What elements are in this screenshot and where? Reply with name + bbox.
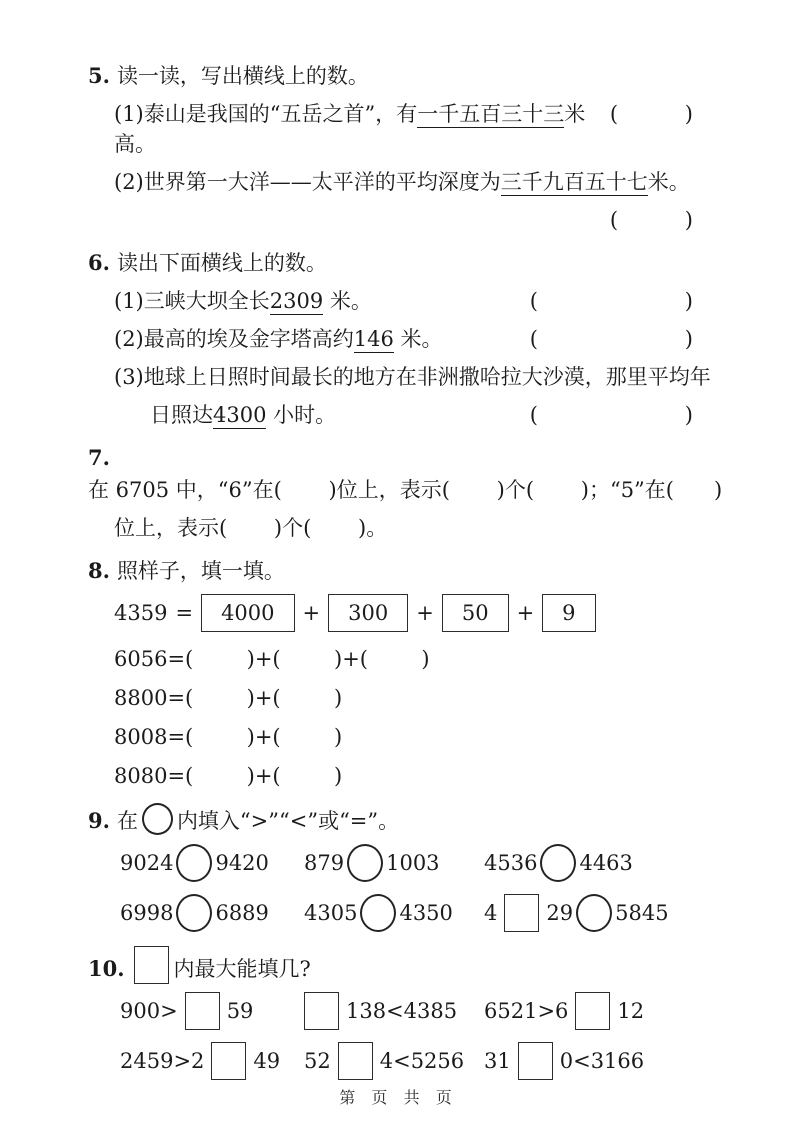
plus-sign: +: [302, 601, 321, 625]
underlined-number: 4300: [213, 403, 267, 427]
q5-item-2: [114, 167, 711, 197]
item-text: 小时。: [266, 403, 337, 427]
question-number: 9.: [88, 808, 110, 833]
underlined-number: 一千五百三十三: [417, 102, 565, 126]
fill-box: 50: [442, 594, 509, 632]
page-footer: 第 页 共 页: [339, 1088, 454, 1107]
question-9-head: [88, 803, 711, 837]
item-text: (1)泰山是我国的“五岳之首”，有: [114, 102, 418, 126]
comparison-circle: [360, 894, 396, 932]
comparison-circle: [540, 844, 576, 882]
q5-item-1: [114, 99, 711, 159]
q8-row: 8008=( )+( ): [114, 725, 343, 749]
q8-row: 8800=( )+( ): [114, 686, 343, 710]
digit-box-item: 900> 59: [120, 992, 304, 1030]
question-title: 读一读，写出横线上的数。: [116, 64, 369, 88]
item-text: (3)地球上日照时间最长的地方在非洲撒哈拉大沙漠，那里平均年: [114, 365, 711, 389]
question-title: 在: [116, 809, 138, 833]
digit-box: [504, 894, 539, 932]
question-9: [88, 803, 711, 932]
answer-blank: ( ): [529, 289, 693, 313]
question-title: 内填入“>”“<”或“=”。: [176, 809, 400, 833]
q6-item-3-line-2: [114, 400, 711, 430]
comparison-item: 4305 4350: [304, 894, 484, 932]
item-text: 米。: [647, 170, 690, 194]
question-text: 在 6705 中，“6”在( )位上，表示( )个( )；“5”在( ): [88, 478, 723, 502]
comparison-item: 4 29 5845: [484, 894, 711, 932]
question-8-head: [88, 555, 711, 587]
digit-box-item: 52 4<5256: [304, 1042, 484, 1080]
item-text: 日照达: [150, 403, 213, 427]
question-7-head: [88, 442, 723, 506]
question-10: [88, 946, 711, 1080]
question-7: [88, 442, 723, 543]
comparison-item: 879 1003: [304, 844, 484, 882]
digit-box: [185, 992, 220, 1030]
question-title: 读出下面横线上的数。: [116, 251, 327, 275]
item-text: 米。: [393, 327, 443, 351]
fill-box: 300: [328, 594, 408, 632]
answer-blank: ( ): [529, 327, 693, 351]
q8-row: 6056=( )+( )+( ): [114, 647, 430, 671]
item-text: (2)最高的埃及金字塔高约: [114, 327, 354, 351]
digit-box: [304, 992, 339, 1030]
question-8: [88, 555, 711, 791]
digit-box: [134, 946, 169, 984]
comparison-circle: [176, 844, 212, 882]
question-number: 8.: [88, 558, 110, 583]
plus-sign: +: [516, 601, 535, 625]
question-number: 10.: [88, 956, 125, 981]
comparison-circle-icon: [142, 803, 173, 835]
question-6: [88, 247, 711, 430]
underlined-number: 146: [353, 327, 394, 351]
q8-row: 8080=( )+( ): [114, 764, 343, 788]
digit-box-item: 31 0<3166: [484, 1042, 711, 1080]
item-text: 米高。: [114, 102, 586, 156]
answer-blank: ( ): [609, 102, 693, 126]
comparison-circle: [176, 894, 212, 932]
item-text: (2)世界第一大洋——太平洋的平均深度为: [114, 170, 501, 194]
underlined-number: 2309: [269, 289, 324, 313]
q6-item-2: [114, 324, 711, 354]
example-lhs: 4359: [114, 601, 168, 625]
fill-box: 9: [542, 594, 595, 632]
question-title: 内最大能填几?: [173, 957, 311, 981]
answer-blank: ( ): [609, 208, 693, 232]
question-5-head: [88, 60, 711, 92]
q6-item-3-line-1: [114, 362, 711, 392]
digit-box: [518, 1042, 553, 1080]
underlined-number: 三千九百五十七: [500, 170, 648, 194]
answer-blank: ( ): [529, 403, 693, 427]
plus-sign: +: [416, 601, 434, 625]
question-10-head: [88, 946, 711, 985]
question-number: 7.: [88, 445, 110, 470]
comparison-item: 4536 4463: [484, 844, 711, 882]
q8-example-row: [114, 594, 711, 632]
comparison-circle: [576, 894, 612, 932]
q7-line-2: 位上，表示( )个( )。: [114, 516, 388, 540]
question-title: 照样子，填一填。: [116, 559, 285, 583]
digit-box: [338, 1042, 373, 1080]
comparison-item: 6998 6889: [120, 894, 304, 932]
item-text: 米。: [323, 289, 372, 313]
digit-box: [211, 1042, 246, 1080]
question-number: 6.: [88, 250, 110, 275]
q6-item-1: [114, 286, 711, 316]
question-6-head: [88, 247, 711, 279]
digit-box-item: 2459>2 49: [120, 1042, 304, 1080]
digit-box-item: 138<4385: [304, 992, 484, 1030]
equals-sign: =: [175, 601, 194, 625]
comparison-item: 9024 9420: [120, 844, 304, 882]
item-text: (1)三峡大坝全长: [114, 289, 270, 313]
digit-box-item: 6521>6 12: [484, 992, 711, 1030]
q5-item-2-blank-line: [114, 205, 711, 235]
fill-box: 4000: [201, 594, 294, 632]
digit-box: [575, 992, 610, 1030]
question-5: [88, 60, 711, 235]
question-number: 5.: [88, 63, 110, 88]
comparison-circle: [347, 844, 383, 882]
